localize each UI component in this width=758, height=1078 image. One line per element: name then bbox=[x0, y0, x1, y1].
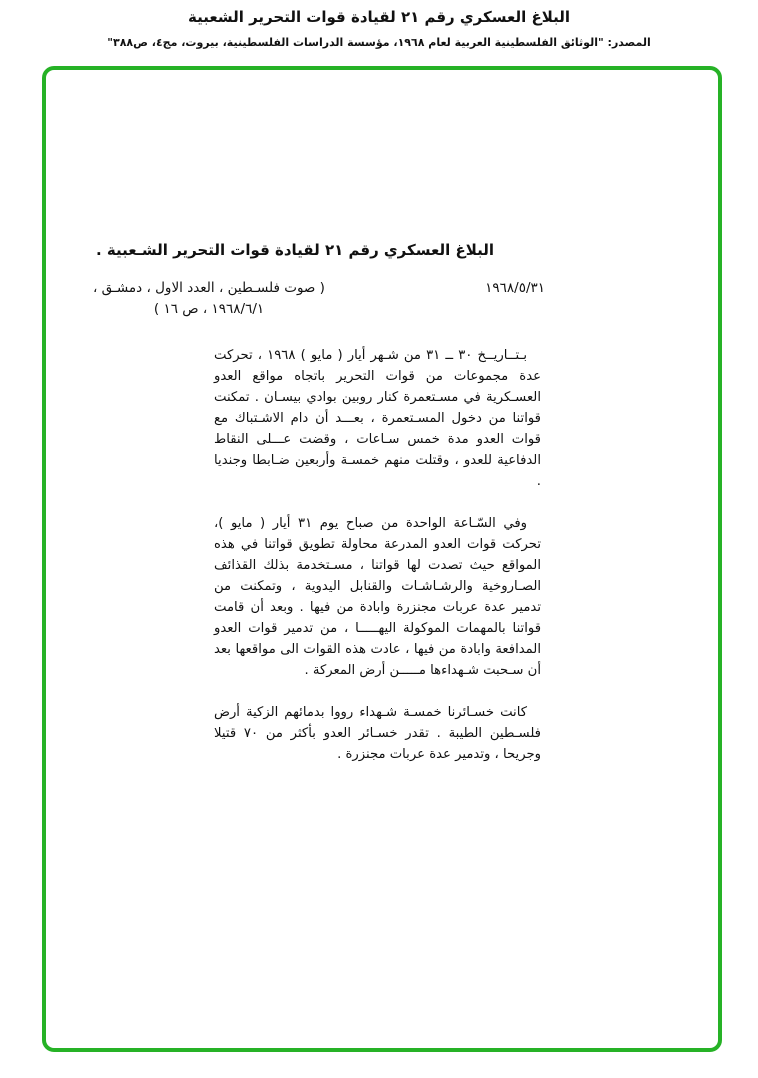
communique-citation-line-1: ( صوت فلسـطين ، العدد الاول ، دمشـق ، bbox=[93, 280, 325, 296]
page-header-title: البلاغ العسكري رقم ٢١ لقيادة قوات التحرير الشعبية bbox=[188, 8, 570, 26]
page-header bbox=[0, 8, 758, 49]
communique-body bbox=[214, 345, 541, 786]
communique-paragraph-1: بـتــاريــخ ٣٠ ــ ٣١ من شـهر أيار ( مايو ) ١٩٦٨ ، تحركت عدة مجموعات من قوات التحرير باتجاه مواقع العدو العسـكرية في مسـتعمرة كنار روبين بوادي بيسـان . تمكنت قواتنا من دخول المسـتعمرة ، بعـــد أن دام الاشـتباك مع قوات العدو مدة خمس سـاعات ، وقضت عـــلى النقاط الدفاعية للعدو ، وقتلت منهم خمسـة وأربعين ضـابطا وجنديا . bbox=[214, 348, 541, 489]
page-header-source: المصدر: "الوثائق الفلسطينية العربية لعام ١٩٦٨، مؤسسة الدراسات الفلسطينية، بيروت، مج٤، ص٣٨٨" bbox=[107, 36, 651, 49]
communique-paragraph-2: وفي السّـاعة الواحدة من صباح يوم ٣١ أيار ( مايو )، تحركت قوات العدو المدرعة محاولة تطويق قواتنا في هذه المواقع حيث تصدت لها قواتنا ، مسـتخدمة بذلك القذائف الصـاروخية والرشـاشـات والقنابل اليدوية ، وتمكنت من تدمير عدة عربات مجنزرة وابادة من فيها . وبعد أن قامت قواتنا بالمهمات الموكولة اليهـــــا ، من تدمير قوات العدو المدافعة وابادة من فيها ، عادت هذه القوات الى مواقعها بعد أن سـحبت شـهداءها مـــــن أرض المعركة . bbox=[214, 516, 541, 678]
communique-citation bbox=[81, 278, 337, 320]
communique-title: البلاغ العسكري رقم ٢١ لقيادة قوات التحرير الشـعبية . bbox=[95, 241, 494, 259]
communique-paragraph-3: كانت خسـائرنا خمسـة شـهداء رووا بدمائهم الزكية أرض فلسـطين الطيبة . تقدر خسـائر العدو بأكثر من ٧٠ قتيلا وجريحا ، وتدمير عدة عربات مجنزرة . bbox=[214, 705, 541, 762]
communique-date: ١٩٦٨/٥/٣١ bbox=[485, 280, 545, 296]
communique-citation-line-2: ١٩٦٨/٦/١ ، ص ١٦ ) bbox=[153, 301, 265, 317]
